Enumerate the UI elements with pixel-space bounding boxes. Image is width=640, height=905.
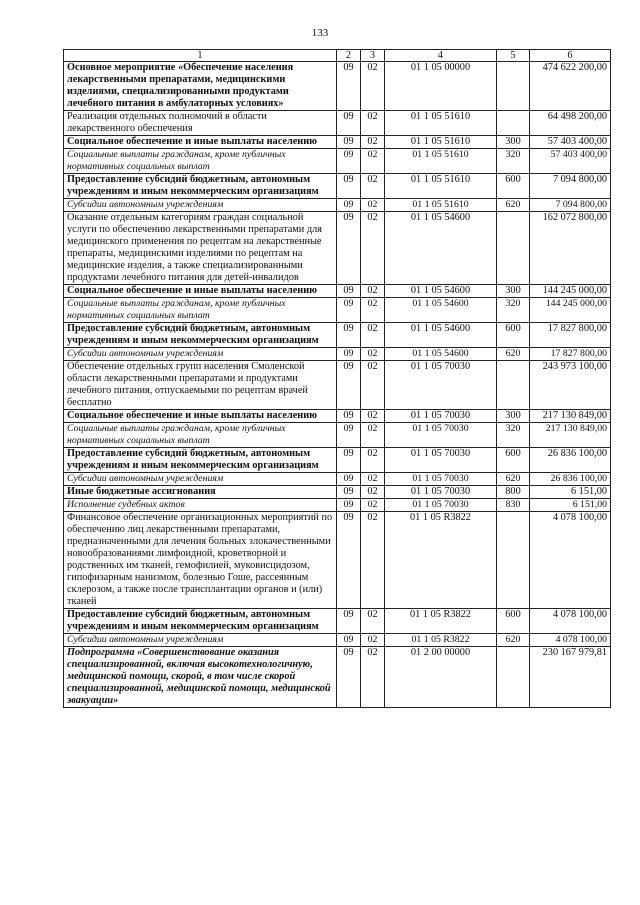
- row-target-code: 01 1 05 54600: [385, 285, 497, 298]
- row-expense-type: 600: [497, 448, 530, 473]
- row-name: Социальные выплаты гражданам, кроме публичных нормативных социальных выплат: [64, 298, 337, 323]
- row-name: Социальное обеспечение и иные выплаты населению: [64, 285, 337, 298]
- row-subsection: 02: [361, 212, 385, 285]
- table-row: [64, 174, 611, 199]
- table-row: [64, 285, 611, 298]
- row-section: 09: [337, 323, 361, 348]
- row-target-code: 01 1 05 54600: [385, 348, 497, 361]
- table-row: [64, 448, 611, 473]
- table-row: [64, 323, 611, 348]
- row-name: Оказание отдельным категориям граждан социальной услуги по обеспечению лекарственными препаратами для медицинского применения по рецептам на лекарственные препараты, медицинскими изделиями по рецептам на медицинские изделия, а также специализированными продуктами лечебного питания для детей-инвалидов: [64, 212, 337, 285]
- table-row: [64, 410, 611, 423]
- row-name: Предоставление субсидий бюджетным, автономным учреждениям и иным некоммерческим организациям: [64, 174, 337, 199]
- row-name: Обеспечение отдельных групп населения Смоленской области лекарственными препаратами и продуктами лечебного питания, отпускаемыми по рецептам врачей бесплатно: [64, 361, 337, 410]
- row-amount: 26 836 100,00: [530, 473, 611, 486]
- row-subsection: 02: [361, 62, 385, 111]
- row-target-code: 01 1 05 51610: [385, 149, 497, 174]
- row-expense-type: 320: [497, 149, 530, 174]
- row-subsection: 02: [361, 149, 385, 174]
- row-subsection: 02: [361, 609, 385, 634]
- row-amount: 162 072 800,00: [530, 212, 611, 285]
- row-name: Субсидии автономным учреждениям: [64, 199, 337, 212]
- row-amount: 17 827 800,00: [530, 323, 611, 348]
- row-amount: 4 078 100,00: [530, 634, 611, 647]
- row-subsection: 02: [361, 486, 385, 499]
- row-expense-type: 320: [497, 423, 530, 448]
- table-row: [64, 423, 611, 448]
- row-amount: 6 151,00: [530, 499, 611, 512]
- row-name: Основное мероприятие «Обеспечение населения лекарственными препаратами, медицинскими изделиями, специализированными продуктами лечебного питания в амбулаторных условиях»: [64, 62, 337, 111]
- row-subsection: 02: [361, 348, 385, 361]
- row-amount: 144 245 000,00: [530, 285, 611, 298]
- row-section: 09: [337, 634, 361, 647]
- row-amount: 144 245 000,00: [530, 298, 611, 323]
- row-subsection: 02: [361, 361, 385, 410]
- row-expense-type: [497, 361, 530, 410]
- row-amount: 64 498 200,00: [530, 111, 611, 136]
- row-subsection: 02: [361, 174, 385, 199]
- row-section: 09: [337, 298, 361, 323]
- table-row: [64, 647, 611, 708]
- row-expense-type: [497, 212, 530, 285]
- row-subsection: 02: [361, 647, 385, 708]
- row-target-code: 01 1 05 51610: [385, 111, 497, 136]
- row-expense-type: 800: [497, 486, 530, 499]
- row-subsection: 02: [361, 323, 385, 348]
- table-row: [64, 199, 611, 212]
- row-section: 09: [337, 348, 361, 361]
- row-target-code: 01 1 05 54600: [385, 212, 497, 285]
- row-subsection: 02: [361, 410, 385, 423]
- row-target-code: 01 1 05 54600: [385, 298, 497, 323]
- row-subsection: 02: [361, 285, 385, 298]
- row-expense-type: [497, 647, 530, 708]
- row-target-code: 01 1 05 70030: [385, 423, 497, 448]
- row-target-code: 01 1 05 54600: [385, 323, 497, 348]
- row-section: 09: [337, 647, 361, 708]
- row-name: Социальные выплаты гражданам, кроме публичных нормативных социальных выплат: [64, 423, 337, 448]
- budget-table: [63, 49, 611, 708]
- row-target-code: 01 1 05 R3822: [385, 512, 497, 609]
- row-name: Субсидии автономным учреждениям: [64, 634, 337, 647]
- table-row: [64, 512, 611, 609]
- table-row: [64, 348, 611, 361]
- row-name: Социальное обеспечение и иные выплаты населению: [64, 136, 337, 149]
- row-subsection: 02: [361, 423, 385, 448]
- row-amount: 217 130 849,00: [530, 423, 611, 448]
- row-amount: 4 078 100,00: [530, 512, 611, 609]
- row-target-code: 01 1 05 70030: [385, 410, 497, 423]
- row-name: Иные бюджетные ассигнования: [64, 486, 337, 499]
- row-target-code: 01 1 05 00000: [385, 62, 497, 111]
- row-expense-type: [497, 62, 530, 111]
- row-section: 09: [337, 149, 361, 174]
- row-target-code: 01 1 05 70030: [385, 361, 497, 410]
- table-row: [64, 111, 611, 136]
- row-name: Предоставление субсидий бюджетным, автономным учреждениям и иным некоммерческим организациям: [64, 448, 337, 473]
- row-name: Субсидии автономным учреждениям: [64, 348, 337, 361]
- row-subsection: 02: [361, 298, 385, 323]
- row-target-code: 01 2 00 00000: [385, 647, 497, 708]
- row-section: 09: [337, 361, 361, 410]
- row-amount: 7 094 800,00: [530, 199, 611, 212]
- row-subsection: 02: [361, 448, 385, 473]
- row-subsection: 02: [361, 634, 385, 647]
- table-row: [64, 499, 611, 512]
- row-amount: 243 973 100,00: [530, 361, 611, 410]
- header-col-6: 6: [530, 50, 611, 62]
- row-expense-type: 600: [497, 609, 530, 634]
- table-row: [64, 486, 611, 499]
- row-name: Предоставление субсидий бюджетным, автономным учреждениям и иным некоммерческим организациям: [64, 323, 337, 348]
- header-col-3: 3: [361, 50, 385, 62]
- row-expense-type: 620: [497, 473, 530, 486]
- row-section: 09: [337, 499, 361, 512]
- table-row: [64, 136, 611, 149]
- row-target-code: 01 1 05 70030: [385, 448, 497, 473]
- row-section: 09: [337, 199, 361, 212]
- table-row: [64, 361, 611, 410]
- table-row: [64, 634, 611, 647]
- row-target-code: 01 1 05 51610: [385, 174, 497, 199]
- row-section: 09: [337, 111, 361, 136]
- row-expense-type: [497, 512, 530, 609]
- table-row: [64, 298, 611, 323]
- row-name: Подпрограмма «Совершенствование оказания специализированной, включая высокотехнологичную, медицинской помощи, скорой, в том числе скорой специализированной, медицинской помощи, медицинской эвакуации»: [64, 647, 337, 708]
- row-section: 09: [337, 486, 361, 499]
- row-expense-type: 620: [497, 348, 530, 361]
- row-section: 09: [337, 473, 361, 486]
- table-row: [64, 609, 611, 634]
- row-subsection: 02: [361, 512, 385, 609]
- row-target-code: 01 1 05 51610: [385, 199, 497, 212]
- row-section: 09: [337, 285, 361, 298]
- row-expense-type: 600: [497, 174, 530, 199]
- row-name: Финансовое обеспечение организационных мероприятий по обеспечению лиц лекарственными препаратами, предназначенными для лечения больных злокачественными новообразованиями лимфоидной, кроветворной и родственных им тканей, гемофилией, муковисцидозом, гипофизарным нанизмом, болезнью Гоше, рассеянным склерозом, а также после трансплантации органов и (или) тканей: [64, 512, 337, 609]
- row-amount: 474 622 200,00: [530, 62, 611, 111]
- row-subsection: 02: [361, 473, 385, 486]
- row-amount: 4 078 100,00: [530, 609, 611, 634]
- row-target-code: 01 1 05 51610: [385, 136, 497, 149]
- table-header-row: [64, 50, 611, 62]
- row-target-code: 01 1 05 70030: [385, 473, 497, 486]
- row-target-code: 01 1 05 70030: [385, 499, 497, 512]
- row-expense-type: 600: [497, 323, 530, 348]
- row-section: 09: [337, 212, 361, 285]
- row-section: 09: [337, 448, 361, 473]
- row-section: 09: [337, 512, 361, 609]
- row-amount: 217 130 849,00: [530, 410, 611, 423]
- header-col-4: 4: [385, 50, 497, 62]
- row-section: 09: [337, 62, 361, 111]
- row-amount: 7 094 800,00: [530, 174, 611, 199]
- row-subsection: 02: [361, 111, 385, 136]
- table-row: [64, 473, 611, 486]
- row-section: 09: [337, 136, 361, 149]
- row-subsection: 02: [361, 199, 385, 212]
- row-name: Исполнение судебных актов: [64, 499, 337, 512]
- row-amount: 57 403 400,00: [530, 149, 611, 174]
- row-amount: 57 403 400,00: [530, 136, 611, 149]
- row-expense-type: 300: [497, 285, 530, 298]
- row-section: 09: [337, 423, 361, 448]
- row-target-code: 01 1 05 R3822: [385, 634, 497, 647]
- row-expense-type: 300: [497, 136, 530, 149]
- row-section: 09: [337, 410, 361, 423]
- row-name: Предоставление субсидий бюджетным, автономным учреждениям и иным некоммерческим организациям: [64, 609, 337, 634]
- row-expense-type: [497, 111, 530, 136]
- table-row: [64, 62, 611, 111]
- header-col-1: 1: [64, 50, 337, 62]
- row-name: Реализация отдельных полномочий в области лекарственного обеспечения: [64, 111, 337, 136]
- row-section: 09: [337, 609, 361, 634]
- row-amount: 230 167 979,81: [530, 647, 611, 708]
- row-amount: 17 827 800,00: [530, 348, 611, 361]
- row-subsection: 02: [361, 136, 385, 149]
- row-name: Социальное обеспечение и иные выплаты населению: [64, 410, 337, 423]
- header-col-5: 5: [497, 50, 530, 62]
- row-name: Социальные выплаты гражданам, кроме публичных нормативных социальных выплат: [64, 149, 337, 174]
- row-target-code: 01 1 05 70030: [385, 486, 497, 499]
- row-section: 09: [337, 174, 361, 199]
- row-expense-type: 620: [497, 199, 530, 212]
- row-amount: 6 151,00: [530, 486, 611, 499]
- page-number: 133: [311, 27, 329, 39]
- row-subsection: 02: [361, 499, 385, 512]
- row-expense-type: 320: [497, 298, 530, 323]
- row-expense-type: 830: [497, 499, 530, 512]
- row-amount: 26 836 100,00: [530, 448, 611, 473]
- row-target-code: 01 1 05 R3822: [385, 609, 497, 634]
- row-expense-type: 300: [497, 410, 530, 423]
- table-row: [64, 149, 611, 174]
- table-row: [64, 212, 611, 285]
- row-expense-type: 620: [497, 634, 530, 647]
- row-name: Субсидии автономным учреждениям: [64, 473, 337, 486]
- table-body: [64, 62, 611, 708]
- header-col-2: 2: [337, 50, 361, 62]
